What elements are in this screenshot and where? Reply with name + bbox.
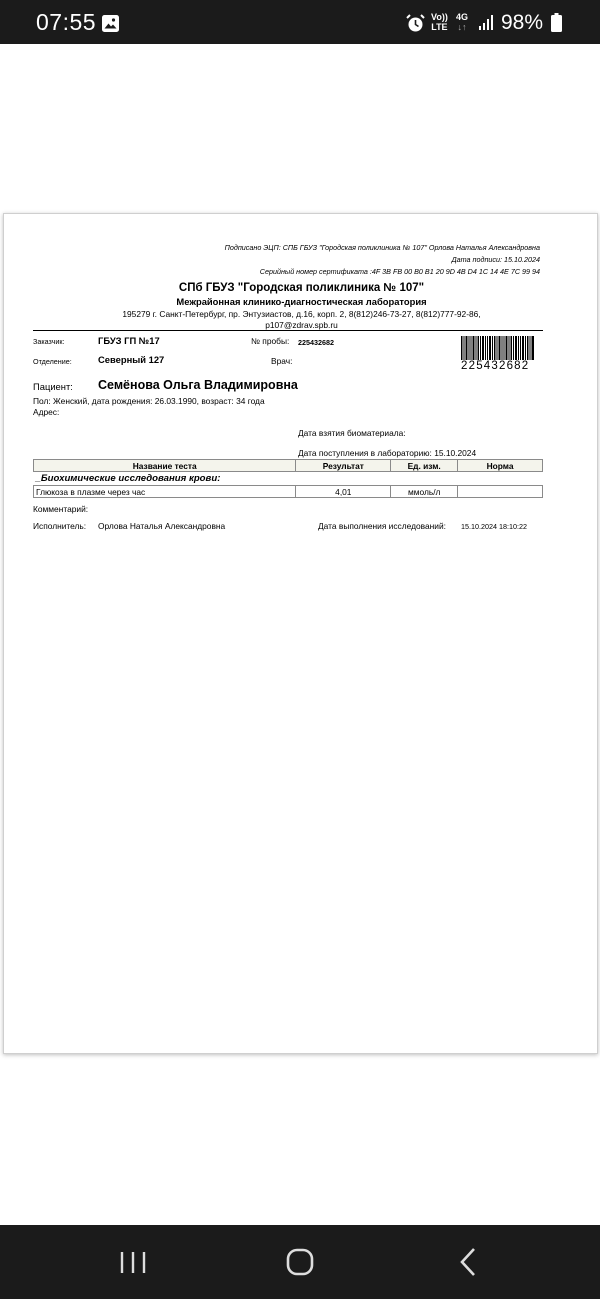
battery-percent: 98% <box>501 11 544 34</box>
signature-date: Дата подписи: 15.10.2024 <box>451 255 540 264</box>
home-button[interactable] <box>280 1245 320 1279</box>
table-row <box>34 486 543 498</box>
signature-cert-serial: Серийный номер сертификата :4F 3B FB 00 B0 B1 20 9D 4B D4 1C 14 4E 7C 99 94 <box>259 267 540 276</box>
network-line2: ↓↑ <box>457 22 467 32</box>
navigation-bar <box>0 1225 600 1299</box>
recent-apps-button[interactable] <box>113 1245 153 1279</box>
header-result: Результат <box>296 460 391 472</box>
received-date: Дата поступления в лабораторию: 15.10.2024 <box>298 448 477 458</box>
alarm-icon <box>406 14 425 33</box>
network-icon <box>456 12 468 32</box>
table-group-row <box>34 472 543 486</box>
address-line2: p107@zdrav.spb.ru <box>265 320 338 330</box>
collection-date: Дата взятия биоматериала: <box>298 428 406 438</box>
barcode-number: 225432682 <box>461 360 530 372</box>
barcode-image <box>461 336 534 360</box>
sample-label: № пробы: <box>251 336 290 346</box>
department-label: Отделение: <box>33 357 72 366</box>
header-test-name: Название теста <box>34 460 296 472</box>
comment-label: Комментарий: <box>33 504 89 514</box>
patient-address-label: Адрес: <box>33 407 60 417</box>
row-unit: ммоль/л <box>391 486 458 498</box>
exec-date-label: Дата выполнения исследований: <box>318 521 446 531</box>
customer-label: Заказчик: <box>33 337 65 346</box>
volte-icon <box>431 12 448 32</box>
lab-name: Межрайонная клинико-диагностическая лаборатория <box>176 296 427 307</box>
executor-label: Исполнитель: <box>33 521 87 531</box>
patient-name: Семёнова Ольга Владимировна <box>98 378 298 392</box>
sample-value: 225432682 <box>298 338 334 347</box>
header-divider <box>33 330 543 331</box>
header-norm: Норма <box>458 460 543 472</box>
signature-signed-by: Подписано ЭЦП: СПБ ГБУЗ "Городская поликлиника № 107" Орлова Наталья Александровна <box>224 243 540 252</box>
gallery-icon <box>102 15 119 32</box>
department-value: Северный 127 <box>98 354 165 365</box>
doctor-label: Врач: <box>271 356 293 366</box>
row-norm <box>458 486 543 498</box>
exec-date-value: 15.10.2024 18:10:22 <box>461 522 527 531</box>
status-bar <box>0 0 600 44</box>
volte-line2: LTE <box>431 22 448 32</box>
volte-line1: Vo)) <box>431 12 448 22</box>
network-line1: 4G <box>456 12 469 22</box>
results-table <box>33 459 543 498</box>
org-name: СПб ГБУЗ "Городская поликлиника № 107" <box>178 282 425 294</box>
group-title: _Биохимические исследования крови: <box>35 473 221 484</box>
patient-label: Пациент: <box>33 381 73 392</box>
row-result: 4,01 <box>296 486 391 498</box>
address-line1: 195279 г. Санкт-Петербург, пр. Энтузиастов, д.16, корп. 2, 8(812)246-73-27, 8(812)777-92-86, <box>122 309 481 319</box>
lab-report-page <box>3 213 598 1054</box>
executor-name: Орлова Наталья Александровна <box>98 521 226 531</box>
battery-icon <box>551 13 562 32</box>
row-test-name: Глюкоза в плазме через час <box>34 486 296 498</box>
status-time: 07:55 <box>36 9 97 35</box>
customer-value: ГБУЗ ГП №17 <box>98 335 160 346</box>
patient-details: Пол: Женский, дата рождения: 26.03.1990, возраст: 34 года <box>33 396 265 406</box>
table-header-row <box>34 460 543 472</box>
signal-icon <box>478 15 494 31</box>
header-unit: Ед. изм. <box>391 460 458 472</box>
back-button[interactable] <box>448 1245 488 1279</box>
